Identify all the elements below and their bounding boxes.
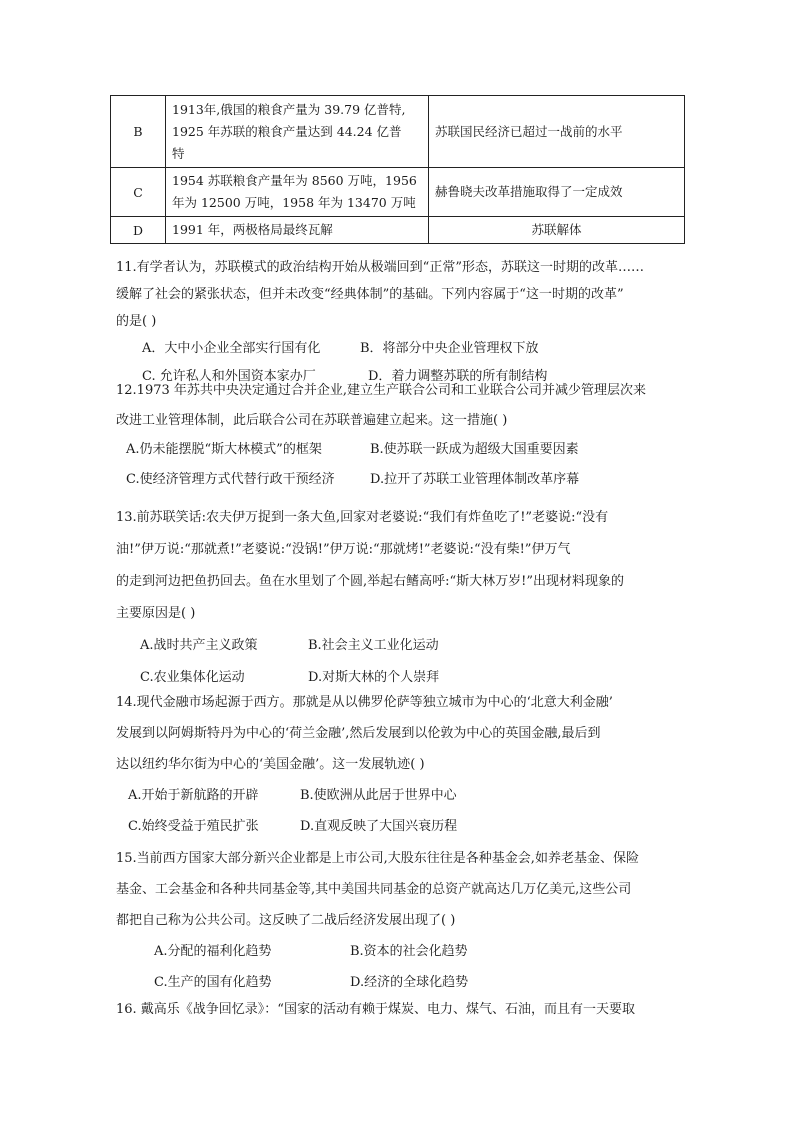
option-d[interactable]: D．着力调整苏联的所有制结构: [368, 369, 548, 384]
option-data-line: 1954 苏联粮食产量年为 8560 万吨，1956: [172, 173, 417, 188]
option-data-line: 1925 年苏联的粮食产量达到 44.24 亿普: [172, 123, 402, 139]
option-data-line: 1991 年，两极格局最终瓦解: [172, 222, 333, 237]
question-line: 都把自己称为公共公司。这反映了二战后经济发展出现了( ): [116, 913, 456, 928]
question-line: 改进工业管理体制，此后联合公司在苏联普遍建立起来。这一措施( ): [116, 412, 508, 428]
question-16: [116, 995, 686, 1025]
option-data-line: 年为 12500 万吨，1958 年为 13470 万吨: [172, 195, 416, 210]
option-a[interactable]: A.分配的福利化趋势: [154, 944, 272, 959]
question-line: 缓解了社会的紧张状态，但并未改变“经典体制”的基础。下列内容属于“这一时期的改革”: [116, 287, 624, 302]
question-line: 12.1973 年苏共中央决定通过合并企业,建立生产联合公司和工业联合公司并减少管理层次来: [116, 383, 647, 398]
option-conclusion: 赫鲁晓夫改革措施取得了一定成效: [429, 168, 685, 217]
option-d[interactable]: D.直观反映了大国兴衰历程: [300, 819, 458, 834]
table-row: [111, 96, 685, 168]
question-line: 主要原因是( ): [116, 606, 196, 621]
option-c[interactable]: C.始终受益于殖民扩张: [128, 819, 259, 834]
table-row: [111, 217, 685, 244]
question-12: [116, 376, 686, 494]
option-c[interactable]: C.生产的国有化趋势: [154, 975, 272, 990]
question-line: 发展到以阿姆斯特丹为中心的‘荷兰金融’,然后发展到以伦敦为中心的英国金融,最后到: [116, 726, 601, 741]
question-line: 的是( ): [116, 314, 157, 329]
question-line: 15.当前西方国家大部分新兴企业都是上市公司,大股东往往是各种基金会,如养老基金、保险: [116, 851, 639, 866]
options-row: [116, 780, 686, 811]
option-letter: C: [111, 168, 166, 217]
option-data-line: 特: [172, 145, 185, 161]
option-data: [166, 96, 429, 168]
option-conclusion: 苏联解体: [429, 217, 685, 244]
options-row: [116, 811, 686, 842]
option-a[interactable]: A.战时共产主义政策: [140, 638, 258, 653]
question-line: 达以纽约华尔街为中心的‘美国金融’。这一发展轨迹( ): [116, 757, 425, 772]
options-row: [116, 465, 686, 495]
question-line: 16. 戴高乐《战争回忆录》：“国家的活动有赖于煤炭、电力、煤气、石油，而且有一天要取: [116, 1002, 635, 1017]
option-d[interactable]: D.对斯大林的个人崇拜: [308, 670, 440, 685]
option-letter: B: [111, 96, 166, 168]
option-b[interactable]: B.使苏联一跃成为超级大国重要因素: [370, 442, 579, 457]
question-15: [116, 843, 686, 998]
answer-options-table: [110, 95, 685, 244]
options-row: [116, 630, 686, 662]
option-data: [166, 168, 429, 217]
question-line: 油!”伊万说:“那就煮!”老婆说:“没锅!”伊万说:“那就烤!”老婆说:“没有柴!”伊万气: [116, 542, 571, 557]
option-d[interactable]: D.经济的全球化趋势: [350, 975, 469, 990]
option-a[interactable]: A.仍未能摆脱“斯大林模式”的框架: [126, 442, 322, 457]
question-11: [116, 254, 686, 391]
option-b[interactable]: B．将部分中央企业管理权下放: [360, 341, 539, 356]
options-row: [116, 936, 686, 967]
options-row: [116, 335, 686, 363]
option-a[interactable]: A．大中小企业全部实行国有化: [142, 341, 321, 356]
options-row: [116, 967, 686, 998]
question-line: 11.有学者认为，苏联模式的政治结构开始从极端回到“正常”形态，苏联这一时期的改革……: [116, 260, 644, 275]
option-b[interactable]: B.资本的社会化趋势: [350, 944, 468, 959]
option-c[interactable]: C.使经济管理方式代替行政干预经济: [126, 471, 335, 487]
option-data-line: 1913年,俄国的粮食产量为 39.79 亿普特,: [172, 101, 406, 117]
options-row: [116, 435, 686, 465]
option-b[interactable]: B.社会主义工业化运动: [308, 638, 439, 653]
question-line: 的走到河边把鱼扔回去。鱼在水里划了个圆,举起右鳍高呼:“斯大林万岁!”出现材料现象的: [116, 574, 625, 589]
question-line: 基金、工会基金和各种共同基金等,其中美国共同基金的总资产就高达几万亿美元,这些公司: [116, 882, 632, 897]
option-c[interactable]: C. 允许私人和外国资本家办厂: [142, 369, 316, 384]
option-c[interactable]: C.农业集体化运动: [140, 670, 245, 685]
question-line: 13.前苏联笑话:农夫伊万捉到一条大鱼,回家对老婆说:“我们有炸鱼吃了!”老婆说:“没有: [116, 510, 609, 525]
question-14: [116, 687, 686, 842]
option-data: [166, 217, 429, 244]
table-row: [111, 168, 685, 217]
question-line: 14.现代金融市场起源于西方。那就是从以佛罗伦萨等独立城市为中心的‘北意大利金融’: [116, 695, 613, 710]
question-13: [116, 502, 686, 694]
option-conclusion: 苏联国民经济已超过一战前的水平: [429, 96, 685, 168]
option-b[interactable]: B.使欧洲从此居于世界中心: [300, 788, 457, 803]
option-letter: D: [111, 217, 166, 244]
option-a[interactable]: A.开始于新航路的开辟: [128, 788, 259, 803]
option-d[interactable]: D.拉开了苏联工业管理体制改革序幕: [370, 471, 580, 487]
